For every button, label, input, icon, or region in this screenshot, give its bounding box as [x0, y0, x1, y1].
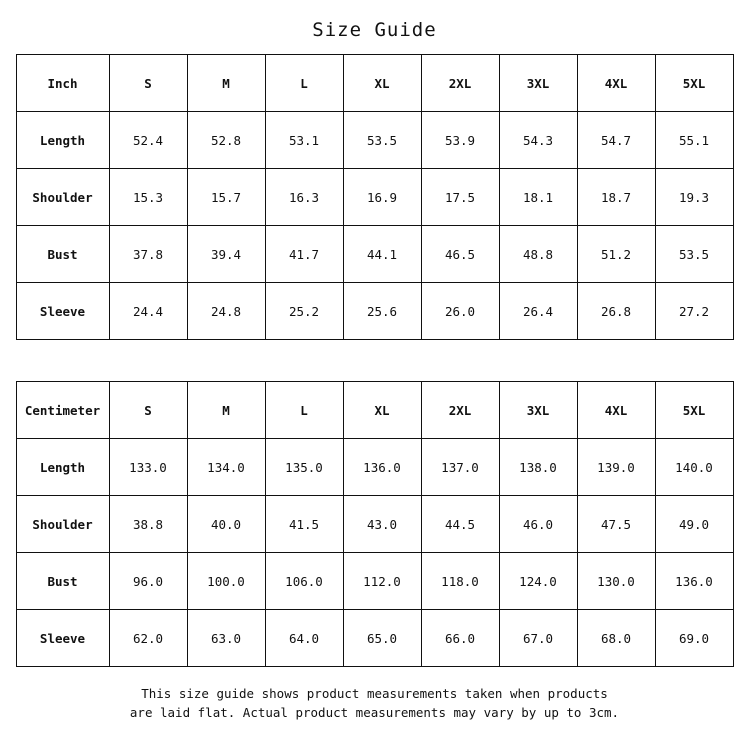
cell-cm-length-m: 134.0 [187, 439, 265, 496]
table-row [16, 496, 733, 553]
cell-inch-length-5xl: 55.1 [655, 112, 733, 169]
table-row [16, 283, 733, 340]
table-row [16, 553, 733, 610]
cell-inch-sleeve-xl: 25.6 [343, 283, 421, 340]
cell-cm-sleeve-3xl: 67.0 [499, 610, 577, 667]
cell-inch-bust-s: 37.8 [109, 226, 187, 283]
cell-inch-bust-2xl: 46.5 [421, 226, 499, 283]
unit-header-centimeter: Centimeter [16, 382, 109, 439]
cell-cm-bust-l: 106.0 [265, 553, 343, 610]
cell-inch-length-s: 52.4 [109, 112, 187, 169]
table-row [16, 610, 733, 667]
cell-cm-sleeve-4xl: 68.0 [577, 610, 655, 667]
cell-inch-length-4xl: 54.7 [577, 112, 655, 169]
cell-inch-length-3xl: 54.3 [499, 112, 577, 169]
measure-label-sleeve: Sleeve [16, 610, 109, 667]
size-header-5xl: 5XL [655, 382, 733, 439]
cell-inch-sleeve-l: 25.2 [265, 283, 343, 340]
table-header-row [16, 55, 733, 112]
cell-cm-length-s: 133.0 [109, 439, 187, 496]
size-header-2xl: 2XL [421, 55, 499, 112]
cell-cm-length-3xl: 138.0 [499, 439, 577, 496]
cell-cm-shoulder-5xl: 49.0 [655, 496, 733, 553]
table-row [16, 226, 733, 283]
table-row [16, 439, 733, 496]
cell-cm-shoulder-xl: 43.0 [343, 496, 421, 553]
cell-cm-length-xl: 136.0 [343, 439, 421, 496]
unit-header-inch: Inch [16, 55, 109, 112]
table-header-row [16, 382, 733, 439]
footnote-line-1: This size guide shows product measurements taken when products [141, 686, 608, 701]
cell-cm-shoulder-m: 40.0 [187, 496, 265, 553]
size-header-4xl: 4XL [577, 382, 655, 439]
cell-inch-sleeve-4xl: 26.8 [577, 283, 655, 340]
cell-inch-sleeve-3xl: 26.4 [499, 283, 577, 340]
size-header-4xl: 4XL [577, 55, 655, 112]
cell-inch-bust-xl: 44.1 [343, 226, 421, 283]
cell-inch-shoulder-2xl: 17.5 [421, 169, 499, 226]
cell-cm-length-4xl: 139.0 [577, 439, 655, 496]
size-header-5xl: 5XL [655, 55, 733, 112]
page-title: Size Guide [312, 19, 437, 41]
cell-inch-bust-5xl: 53.5 [655, 226, 733, 283]
measure-label-shoulder: Shoulder [16, 496, 109, 553]
size-header-l: L [265, 55, 343, 112]
cell-cm-shoulder-s: 38.8 [109, 496, 187, 553]
cell-inch-shoulder-4xl: 18.7 [577, 169, 655, 226]
size-header-l: L [265, 382, 343, 439]
measure-label-sleeve: Sleeve [16, 283, 109, 340]
cell-cm-length-2xl: 137.0 [421, 439, 499, 496]
cell-inch-bust-m: 39.4 [187, 226, 265, 283]
cell-inch-bust-3xl: 48.8 [499, 226, 577, 283]
cell-cm-bust-s: 96.0 [109, 553, 187, 610]
cell-inch-shoulder-3xl: 18.1 [499, 169, 577, 226]
cell-inch-length-xl: 53.5 [343, 112, 421, 169]
cell-cm-shoulder-2xl: 44.5 [421, 496, 499, 553]
cell-cm-shoulder-3xl: 46.0 [499, 496, 577, 553]
cell-inch-length-l: 53.1 [265, 112, 343, 169]
cell-inch-sleeve-s: 24.4 [109, 283, 187, 340]
size-header-xl: XL [343, 382, 421, 439]
cell-cm-sleeve-2xl: 66.0 [421, 610, 499, 667]
cell-inch-sleeve-2xl: 26.0 [421, 283, 499, 340]
size-header-m: M [187, 55, 265, 112]
cell-cm-sleeve-s: 62.0 [109, 610, 187, 667]
size-header-3xl: 3XL [499, 382, 577, 439]
cell-cm-shoulder-4xl: 47.5 [577, 496, 655, 553]
cell-cm-length-l: 135.0 [265, 439, 343, 496]
measure-label-bust: Bust [16, 226, 109, 283]
cell-inch-shoulder-m: 15.7 [187, 169, 265, 226]
measure-label-shoulder: Shoulder [16, 169, 109, 226]
footnote-line-2: are laid flat. Actual product measurements may vary by up to 3cm. [129, 705, 620, 720]
table-row [16, 112, 733, 169]
size-header-s: S [109, 382, 187, 439]
size-table-inch [16, 54, 734, 340]
cell-inch-shoulder-s: 15.3 [109, 169, 187, 226]
size-header-2xl: 2XL [421, 382, 499, 439]
cell-cm-sleeve-5xl: 69.0 [655, 610, 733, 667]
table-separator [0, 340, 749, 381]
cell-cm-bust-2xl: 118.0 [421, 553, 499, 610]
measure-label-bust: Bust [16, 553, 109, 610]
size-header-s: S [109, 55, 187, 112]
measure-label-length: Length [16, 112, 109, 169]
cell-inch-shoulder-xl: 16.9 [343, 169, 421, 226]
table-row [16, 169, 733, 226]
cell-inch-length-2xl: 53.9 [421, 112, 499, 169]
size-header-xl: XL [343, 55, 421, 112]
cell-inch-length-m: 52.8 [187, 112, 265, 169]
size-header-m: M [187, 382, 265, 439]
cell-cm-bust-m: 100.0 [187, 553, 265, 610]
cell-inch-shoulder-5xl: 19.3 [655, 169, 733, 226]
cell-cm-sleeve-m: 63.0 [187, 610, 265, 667]
footnote [0, 667, 749, 722]
size-header-3xl: 3XL [499, 55, 577, 112]
cell-cm-bust-xl: 112.0 [343, 553, 421, 610]
cell-inch-bust-l: 41.7 [265, 226, 343, 283]
cell-cm-shoulder-l: 41.5 [265, 496, 343, 553]
cell-cm-bust-3xl: 124.0 [499, 553, 577, 610]
size-table-centimeter [16, 381, 734, 667]
cell-inch-sleeve-m: 24.8 [187, 283, 265, 340]
cell-inch-shoulder-l: 16.3 [265, 169, 343, 226]
cell-cm-sleeve-xl: 65.0 [343, 610, 421, 667]
cell-inch-bust-4xl: 51.2 [577, 226, 655, 283]
cell-cm-bust-4xl: 130.0 [577, 553, 655, 610]
cell-cm-sleeve-l: 64.0 [265, 610, 343, 667]
cell-cm-length-5xl: 140.0 [655, 439, 733, 496]
cell-cm-bust-5xl: 136.0 [655, 553, 733, 610]
measure-label-length: Length [16, 439, 109, 496]
cell-inch-sleeve-5xl: 27.2 [655, 283, 733, 340]
